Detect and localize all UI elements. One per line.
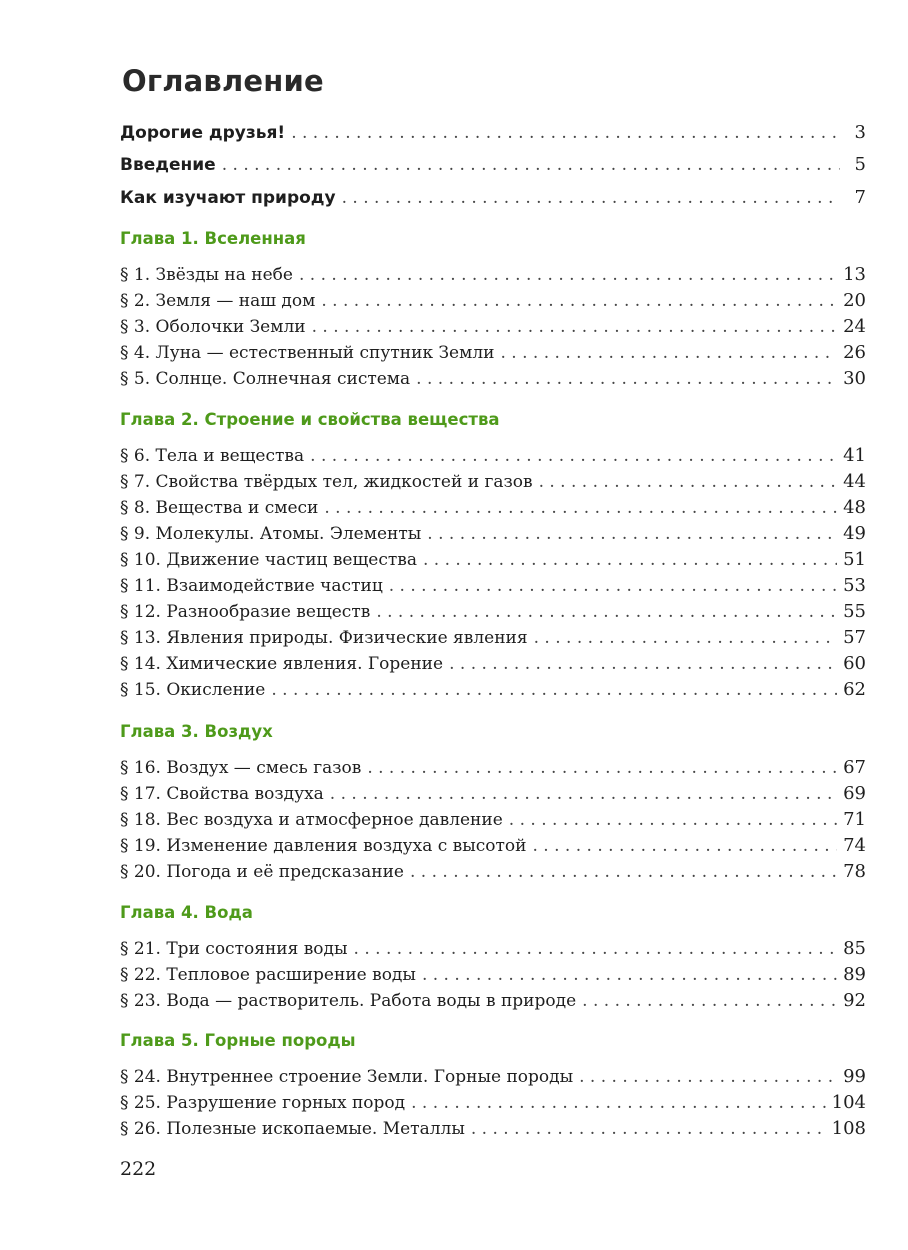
dot-leader [533,836,838,856]
toc-entry[interactable] [120,938,866,959]
toc-entry-page: 69 [843,783,866,804]
dot-leader [312,317,838,337]
toc-entry-page: 53 [843,575,866,596]
toc-entry-title: Дорогие друзья! [120,123,286,143]
toc-entry-title: § 16. Воздух — смесь газов [120,758,362,778]
dot-leader [271,680,837,700]
toc-entry[interactable] [120,445,866,466]
dot-leader [389,576,837,596]
toc-entry-page: 99 [843,1066,866,1087]
toc-entry-title: § 2. Земля — наш дом [120,291,316,311]
toc-entry-title: § 24. Внутреннее строение Земли. Горные породы [120,1067,574,1087]
chapter-heading[interactable]: Глава 4. Вода [120,903,253,922]
toc-entry[interactable] [120,1066,866,1087]
toc-entry-title: § 11. Взаимодействие частиц [120,576,383,596]
dot-leader [222,155,840,175]
toc-entry-page: 3 [854,122,866,143]
dot-leader [330,784,837,804]
dot-leader [423,550,837,570]
toc-entry[interactable] [120,679,866,700]
toc-entry-title: § 10. Движение частиц вещества [120,550,417,570]
toc-entry-page: 62 [843,679,866,700]
toc-entry-page: 13 [843,264,866,285]
toc-entry-title: § 18. Вес воздуха и атмосферное давление [120,810,503,830]
toc-entry[interactable] [120,809,866,830]
toc-entry[interactable] [120,783,866,804]
toc-entry-page: 7 [854,187,866,208]
toc-entry-page: 74 [843,835,866,856]
toc-entry-page: 20 [843,290,866,311]
toc-entry-title: § 4. Луна — естественный спутник Земли [120,343,495,363]
dot-leader [471,1119,826,1139]
toc-entry-title: § 15. Окисление [120,680,266,700]
toc-entry[interactable] [120,861,866,882]
toc-entry-page: 30 [843,368,866,389]
toc-entry[interactable] [120,342,866,363]
toc-entry-title: § 26. Полезные ископаемые. Металлы [120,1119,465,1139]
dot-leader [376,602,837,622]
toc-entry[interactable] [120,497,866,518]
toc-entry[interactable] [120,601,866,622]
toc-entry[interactable] [120,990,866,1011]
dot-leader [367,758,837,778]
toc-entry[interactable] [120,368,866,389]
toc-entry-page: 24 [843,316,866,337]
toc-entry[interactable] [120,549,866,570]
toc-entry-page: 51 [843,549,866,570]
toc-entry-page: 92 [843,990,866,1011]
toc-entry[interactable] [120,757,866,778]
toc-entry-title: § 25. Разрушение горных пород [120,1093,406,1113]
toc-entry-page: 78 [843,861,866,882]
toc-entry-page: 104 [831,1092,866,1113]
toc-entry-dear-friends[interactable] [120,122,866,143]
dot-leader [500,343,837,363]
chapter-heading[interactable]: Глава 3. Воздух [120,722,273,741]
toc-entry[interactable] [120,290,866,311]
toc-entry-introduction[interactable] [120,154,866,175]
toc-entry-title: § 3. Оболочки Земли [120,317,306,337]
toc-entry-title: Введение [120,155,216,175]
dot-leader [411,1093,826,1113]
toc-entry-page: 5 [854,154,866,175]
toc-entry-page: 85 [843,938,866,959]
toc-entry-page: 108 [831,1118,866,1139]
chapter-heading[interactable]: Глава 1. Вселенная [120,229,306,248]
toc-entry-title: § 9. Молекулы. Атомы. Элементы [120,524,422,544]
toc-entry-title: § 12. Разнообразие веществ [120,602,371,622]
toc-entry-how-nature-studied[interactable] [120,187,866,208]
dot-leader [427,524,837,544]
toc-entry-title: § 19. Изменение давления воздуха с высотой [120,836,527,856]
toc-entry-title: Как изучают природу [120,188,336,208]
toc-entry[interactable] [120,964,866,985]
toc-entry[interactable] [120,1092,866,1113]
toc-entry-title: § 23. Вода — растворитель. Работа воды в природе [120,991,577,1011]
dot-leader [299,265,837,285]
dot-leader [539,472,838,492]
toc-entry-title: § 20. Погода и её предсказание [120,862,404,882]
page-title: Оглавление [122,64,324,98]
toc-entry[interactable] [120,316,866,337]
toc-entry-title: § 1. Звёзды на небе [120,265,293,285]
dot-leader [579,1067,837,1087]
toc-entry-title: § 17. Свойства воздуха [120,784,324,804]
toc-entry-title: § 14. Химические явления. Горение [120,654,444,674]
dot-leader [354,939,838,959]
toc-entry-page: 26 [843,342,866,363]
toc-entry-title: § 21. Три состояния воды [120,939,348,959]
chapter-heading[interactable]: Глава 2. Строение и свойства вещества [120,410,500,429]
toc-entry-page: 67 [843,757,866,778]
toc-entry-title: § 7. Свойства твёрдых тел, жидкостей и газов [120,472,533,492]
toc-entry-page: 48 [843,497,866,518]
dot-leader [410,862,837,882]
toc-entry-page: 55 [843,601,866,622]
toc-entry[interactable] [120,575,866,596]
dot-leader [422,965,837,985]
toc-entry-title: § 5. Солнце. Солнечная система [120,369,411,389]
toc-entry[interactable] [120,471,866,492]
toc-entry-title: § 8. Вещества и смеси [120,498,319,518]
chapter-heading[interactable]: Глава 5. Горные породы [120,1031,356,1050]
dot-leader [582,991,837,1011]
dot-leader [509,810,837,830]
dot-leader [342,188,840,208]
dot-leader [324,498,837,518]
toc-entry-page: 60 [843,653,866,674]
toc-entry[interactable] [120,653,866,674]
toc-entry[interactable] [120,1118,866,1139]
toc-entry[interactable] [120,523,866,544]
toc-entry-page: 44 [843,471,866,492]
dot-leader [291,123,840,143]
toc-entry[interactable] [120,835,866,856]
dot-leader [416,369,837,389]
toc-entry-page: 49 [843,523,866,544]
dot-leader [534,628,838,648]
dot-leader [321,291,837,311]
toc-entry-title: § 13. Явления природы. Физические явления [120,628,528,648]
toc-entry-title: § 22. Тепловое расширение воды [120,965,416,985]
page-number: 222 [120,1158,157,1180]
toc-entry-page: 57 [843,627,866,648]
toc-entry-page: 41 [843,445,866,466]
dot-leader [449,654,837,674]
toc-entry[interactable] [120,264,866,285]
dot-leader [310,446,837,466]
toc-entry[interactable] [120,627,866,648]
toc-entry-page: 71 [843,809,866,830]
toc-entry-page: 89 [843,964,866,985]
toc-entry-title: § 6. Тела и вещества [120,446,305,466]
